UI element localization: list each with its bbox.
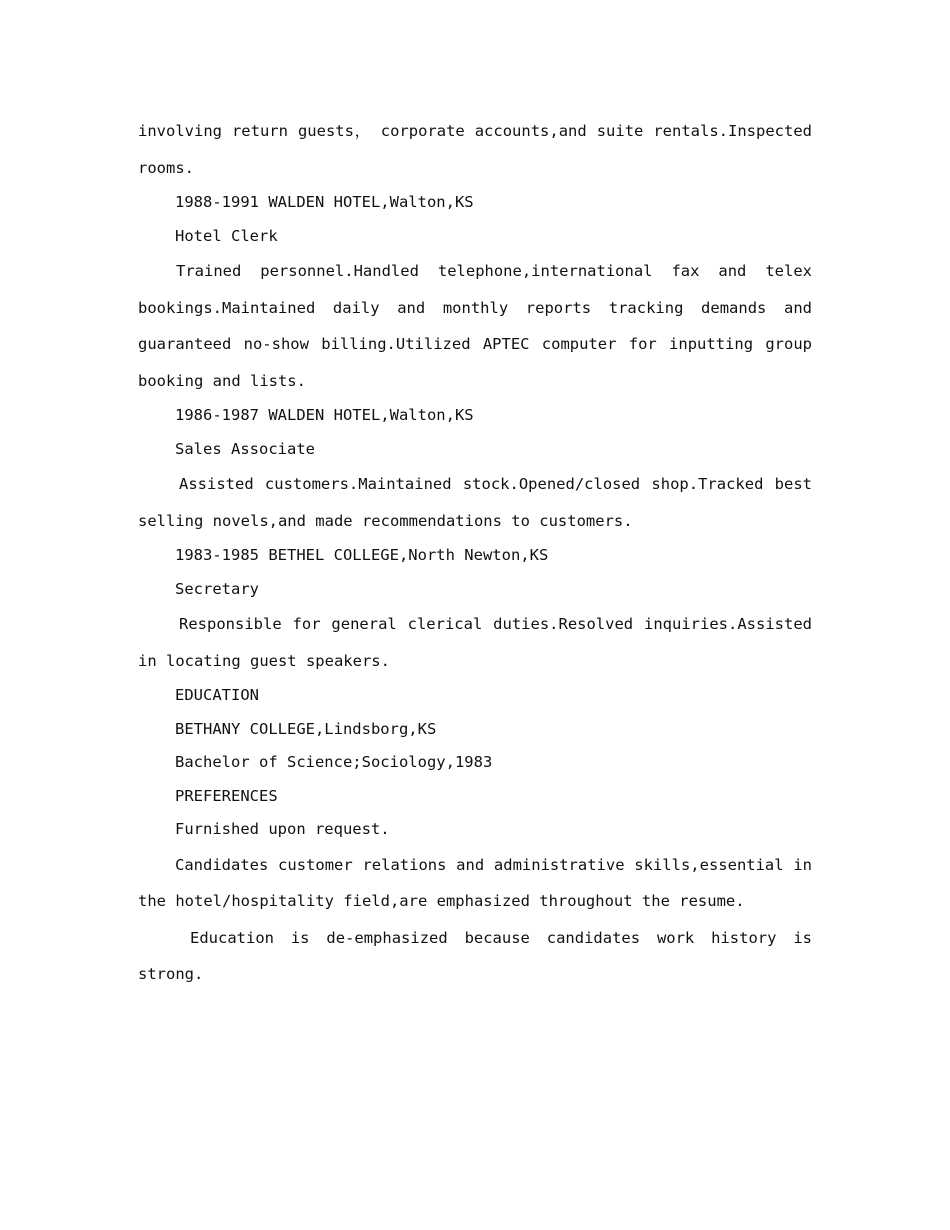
- job-title: Sales Associate: [175, 439, 315, 458]
- job-description-paragraph: involving return guests， corporate accounts,and suite rentals.Inspected rooms.: [138, 122, 812, 177]
- job-description-paragraph: Trained personnel.Handled telephone,international fax and telex bookings.Maintained daily and monthly reports tracking demands and guaranteed no-show billing.Utilized APTEC computer for inputting group booking and lists.: [138, 262, 812, 390]
- job-heading: 1988-1991 WALDEN HOTEL,Walton,KS: [175, 193, 474, 211]
- preferences-text: Furnished upon request.: [175, 820, 390, 838]
- job-title: Secretary: [175, 579, 259, 598]
- education-degree: Bachelor of Science;Sociology,1983: [175, 753, 493, 771]
- job-title: Hotel Clerk: [175, 226, 278, 245]
- job-heading: 1983-1985 BETHEL COLLEGE,North Newton,KS: [175, 546, 549, 564]
- job-heading: 1986-1987 WALDEN HOTEL,Walton,KS: [175, 406, 474, 424]
- section-heading-preferences: PREFERENCES: [175, 786, 278, 805]
- document-body: [138, 113, 812, 993]
- commentary-paragraph: Education is de-emphasized because candidates work history is strong.: [138, 928, 812, 983]
- commentary-paragraph: Candidates customer relations and administrative skills,essential in the hotel/hospitality field,are emphasized throughout the resume.: [138, 855, 812, 910]
- section-heading-education: EDUCATION: [175, 686, 259, 704]
- job-description-paragraph: Responsible for general clerical duties.Resolved inquiries.Assisted in locating guest speakers.: [138, 615, 812, 670]
- job-description-paragraph: Assisted customers.Maintained stock.Opened/closed shop.Tracked best selling novels,and made recommendations to customers.: [138, 475, 812, 530]
- education-school: BETHANY COLLEGE,Lindsborg,KS: [175, 719, 437, 738]
